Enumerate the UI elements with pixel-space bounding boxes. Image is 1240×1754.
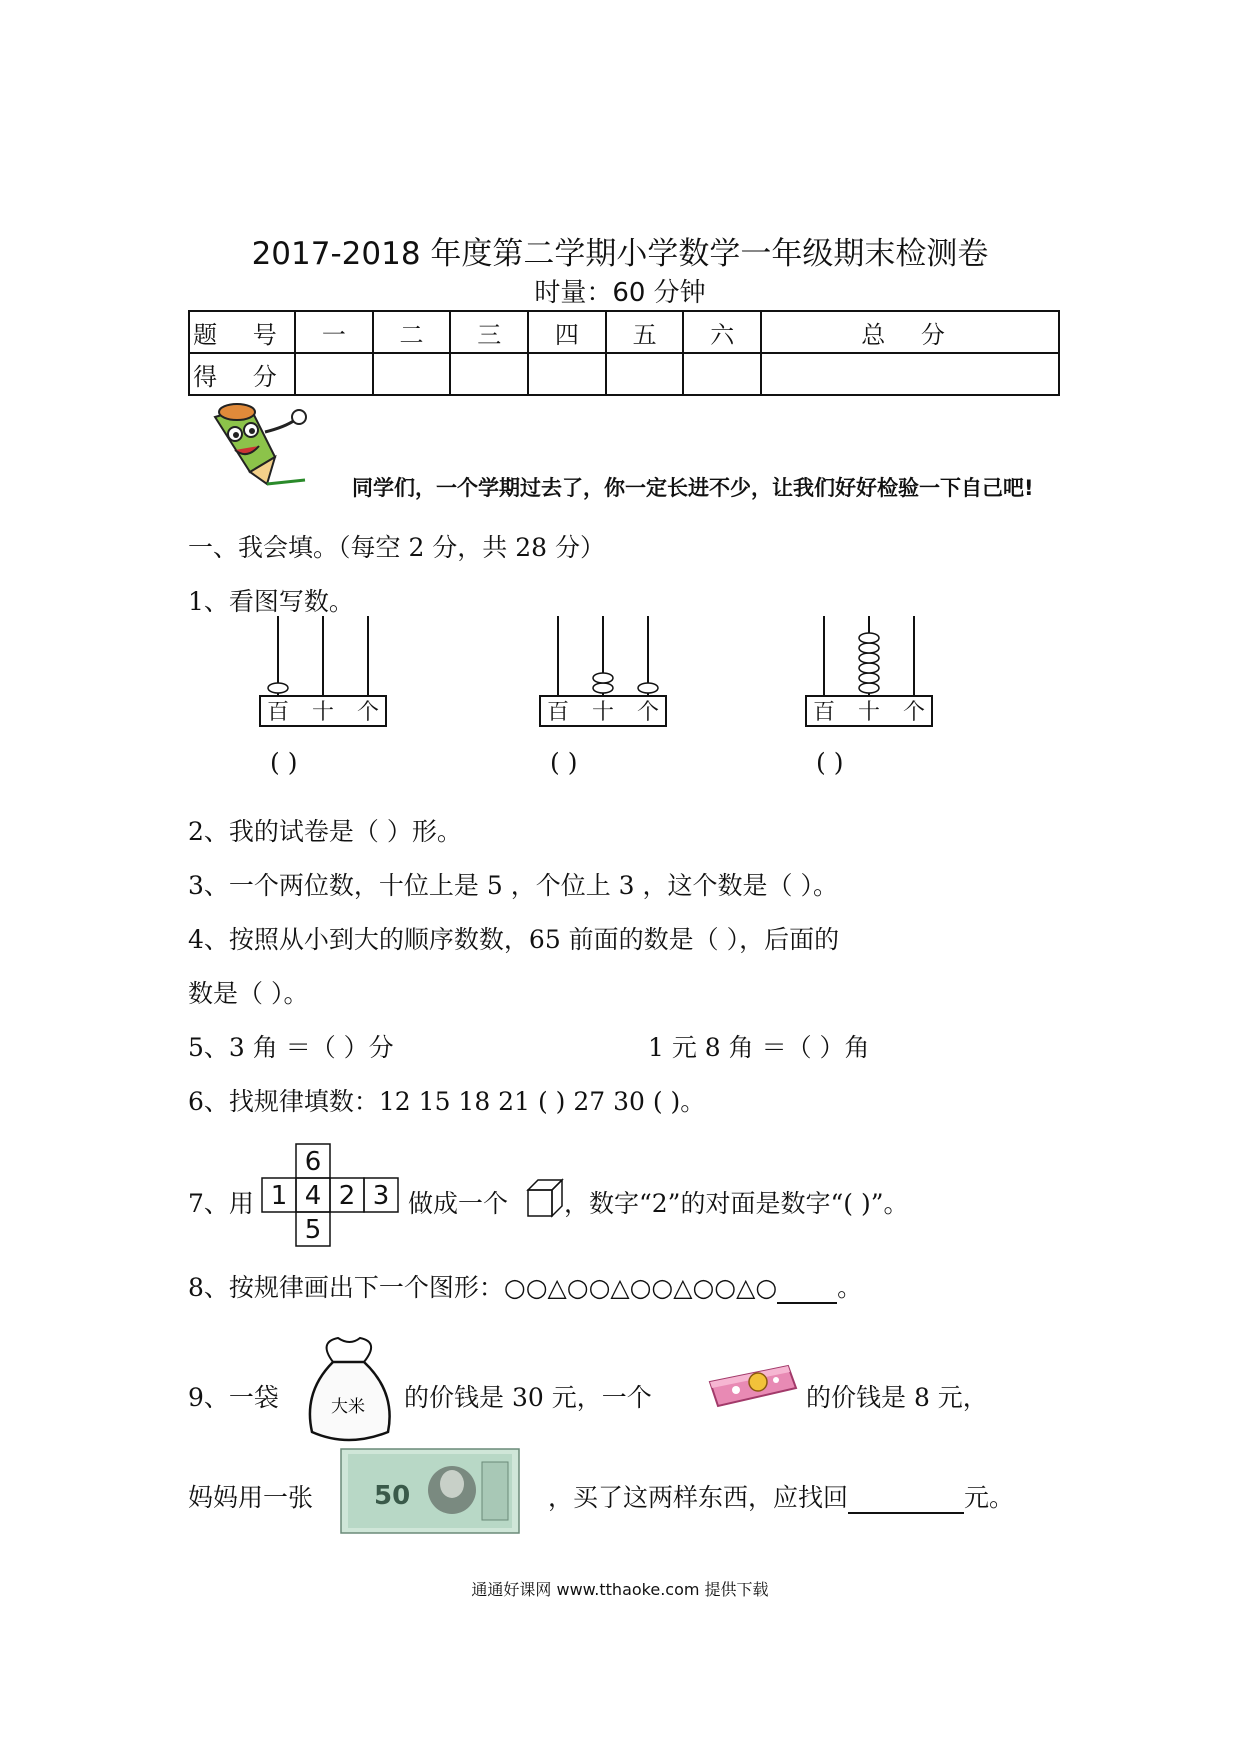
net-face: 1	[270, 1181, 288, 1211]
abacus-place-label: 百	[546, 700, 570, 725]
abacus-bead	[859, 673, 879, 683]
pencil-case-icon	[706, 1360, 798, 1412]
score-header-cell: 三	[450, 311, 528, 353]
question-5a: 5、3 角 ＝（ ）分	[188, 1033, 394, 1062]
abacus-bead	[859, 643, 879, 653]
question-1: 1、看图写数。	[188, 587, 354, 616]
rice-bag-icon	[298, 1332, 400, 1448]
question-2: 2、我的试卷是（ ）形。	[188, 817, 462, 846]
section-heading: 一、我会填。（每空 2 分，共 28 分）	[188, 533, 606, 562]
score-cell[interactable]	[761, 353, 1059, 395]
score-cell[interactable]	[683, 353, 761, 395]
score-header-cell: 二	[373, 311, 451, 353]
abacus-place-label: 百	[266, 700, 290, 725]
question-8	[188, 1268, 862, 1304]
question-8-text: 8、按规律画出下一个图形：○○△○○△○○△○○△○	[188, 1273, 778, 1302]
question-4-line-1: 4、按照从小到大的顺序数数，65 前面的数是（ ），后面的	[188, 925, 840, 954]
score-header-cell: 题 号	[189, 311, 295, 353]
abacus-place-label: 十	[591, 700, 615, 725]
question-6: 6、找规律填数：12 15 18 21 ( ) 27 30 ( )。	[188, 1087, 706, 1116]
net-face-top: 6	[304, 1147, 322, 1177]
abacus-place-label: 百	[812, 700, 836, 725]
cube-icon	[526, 1178, 564, 1218]
score-cell[interactable]	[373, 353, 451, 395]
question-9-part3: 的价钱是 8 元，	[806, 1383, 988, 1412]
answer-blank[interactable]: ( )	[270, 748, 298, 777]
score-table-score-row	[189, 353, 1059, 395]
net-face-bottom: 5	[304, 1215, 322, 1245]
banknote-value: 50	[374, 1481, 411, 1511]
abacus-bead	[859, 663, 879, 673]
score-header-cell: 一	[295, 311, 373, 353]
net-face: 4	[304, 1181, 322, 1211]
question-3: 3、一个两位数，十位上是 5 ，个位上 3 ，这个数是（ ）。	[188, 871, 838, 900]
answer-line[interactable]	[777, 1273, 837, 1304]
greeting-text: 同学们，一个学期过去了，你一定长进不少，让我们好好检验一下自己吧!	[352, 476, 1034, 500]
rice-bag-label: 大米	[331, 1397, 365, 1417]
score-header-cell: 六	[683, 311, 761, 353]
abacus-bead	[859, 633, 879, 643]
abacus-place-label: 个	[902, 700, 926, 725]
banknote-50-icon	[340, 1448, 520, 1534]
abacus-place-label: 个	[356, 700, 380, 725]
question-9-part5	[548, 1478, 1014, 1514]
question-9-part6: 元。	[964, 1483, 1015, 1512]
abacus-bead	[859, 653, 879, 663]
score-header-cell: 五	[606, 311, 684, 353]
answer-blank[interactable]: ( )	[816, 748, 844, 777]
abacus-bead	[859, 683, 879, 693]
score-row-label: 得 分	[189, 353, 295, 395]
question-9-part2: 的价钱是 30 元，一个	[404, 1383, 652, 1412]
score-cell[interactable]	[450, 353, 528, 395]
cube-net-diagram	[260, 1142, 410, 1250]
score-table-header-row	[189, 311, 1059, 353]
score-header-cell: 总 分	[761, 311, 1059, 353]
net-face: 3	[372, 1181, 390, 1211]
question-7-middle: 做成一个	[408, 1189, 509, 1218]
abacus-bead	[268, 683, 288, 693]
answer-blank[interactable]: ( )	[550, 748, 578, 777]
abacus-bead	[638, 683, 658, 693]
abacus-place-label: 十	[311, 700, 335, 725]
abacus-bead	[593, 683, 613, 693]
question-7-prefix: 7、用	[188, 1189, 254, 1218]
question-5b: 1 元 8 角 ＝（ ）角	[648, 1033, 870, 1062]
abacus-diagrams	[240, 610, 980, 780]
score-cell[interactable]	[528, 353, 606, 395]
abacus-place-label: 十	[857, 700, 881, 725]
question-9-part1: 9、一袋	[188, 1383, 279, 1412]
footer-text: 通通好课网 www.tthaoke.com 提供下载	[471, 1580, 769, 1599]
net-face: 2	[338, 1181, 356, 1211]
question-7-suffix: ，数字“2”的对面是数字“( )”。	[564, 1189, 909, 1218]
question-4-line-2: 数是（ ）。	[188, 979, 309, 1008]
score-header-cell: 四	[528, 311, 606, 353]
question-9-part5-text: ，买了这两样东西，应找回	[548, 1483, 849, 1512]
abacus-bead	[593, 673, 613, 683]
pencil-mascot-icon	[195, 402, 345, 492]
score-table	[188, 310, 1060, 396]
score-cell[interactable]	[295, 353, 373, 395]
time-limit: 时量：60 分钟	[534, 278, 706, 308]
question-9-part4: 妈妈用一张	[188, 1483, 314, 1512]
score-cell[interactable]	[606, 353, 684, 395]
question-8-end: 。	[837, 1273, 863, 1302]
page-title: 2017-2018 年度第二学期小学数学一年级期末检测卷	[251, 236, 989, 272]
answer-line[interactable]	[848, 1483, 964, 1514]
abacus-place-label: 个	[636, 700, 660, 725]
